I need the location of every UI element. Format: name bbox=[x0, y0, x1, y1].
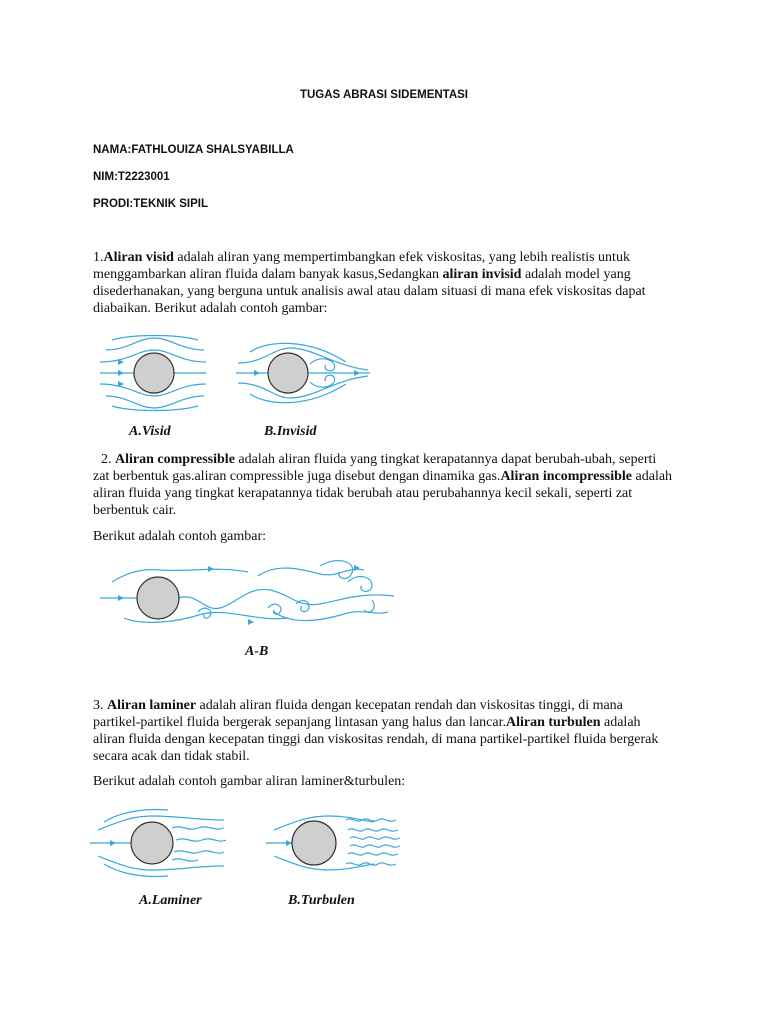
section-2-paragraph bbox=[93, 451, 673, 519]
section-1-text-1: adalah aliran yang mempertimbangkan efek viskositas, yang lebih realistis untuk menggambarkan aliran fluida dalam banyak kasus,Sedangkan bbox=[93, 250, 630, 282]
compressible-flow-figure bbox=[98, 556, 398, 630]
section-1-paragraph bbox=[93, 249, 673, 317]
turbulen-flow-figure bbox=[264, 810, 404, 876]
caption-laminer: A.Laminer bbox=[139, 893, 202, 908]
caption-a-b: A-B bbox=[245, 644, 269, 659]
term-aliran-invisid: aliran invisid bbox=[442, 267, 522, 282]
section-2-text-2: adalah aliran fluida yang tingkat kerapatannya tidak berubah atau perubahannya kecil sekali, seperti zat berbentuk cair. bbox=[93, 469, 673, 518]
section-3-example-intro: Berikut adalah contoh gambar aliran laminer&turbulen: bbox=[93, 774, 406, 789]
section-1-text-2: adalah model yang disederhanakan, yang berguna untuk analisis awal atau dalam situasi di mana efek viskositas dapat diabaikan. Berikut adalah contoh gambar: bbox=[93, 267, 646, 316]
student-nim: NIM:T2223001 bbox=[93, 171, 170, 183]
term-aliran-incompressible: Aliran incompressible bbox=[500, 469, 633, 484]
term-aliran-visid: Aliran visid bbox=[103, 250, 174, 265]
section-3-text-1: adalah aliran fluida dengan kecepatan rendah dan viskositas tinggi, di mana partikel-partikel fluida bergerak sepanjang lintasan yang halus dan lancar. bbox=[93, 698, 623, 730]
section-1-number: 1. bbox=[93, 250, 104, 265]
section-3-paragraph bbox=[93, 697, 673, 765]
document-title: TUGAS ABRASI SIDEMENTASI bbox=[299, 89, 469, 101]
section-2-text-1: adalah aliran fluida yang tingkat kerapatannya dapat berubah-ubah, seperti zat berbentuk gas.aliran compressible juga disebut dengan dinamika gas. bbox=[93, 452, 657, 484]
student-prodi: PRODI:TEKNIK SIPIL bbox=[93, 198, 209, 210]
student-name: NAMA:FATHLOUIZA SHALSYABILLA bbox=[93, 144, 294, 156]
caption-invisid: B.Invisid bbox=[264, 424, 317, 439]
section-3-text-2: adalah aliran fluida dengan kecepatan tinggi dan viskositas rendah, di mana partikel-partikel fluida bergerak secara acak dan tidak stabil. bbox=[93, 715, 659, 764]
section-2-example-intro: Berikut adalah contoh gambar: bbox=[93, 529, 266, 544]
section-2-number: 2. bbox=[101, 452, 115, 467]
term-aliran-laminer: Aliran laminer bbox=[107, 698, 197, 713]
section-3-number: 3. bbox=[93, 698, 107, 713]
visid-flow-figure bbox=[98, 332, 213, 420]
caption-visid: A.Visid bbox=[129, 424, 171, 439]
invisid-flow-figure bbox=[234, 336, 374, 410]
laminer-flow-figure bbox=[88, 810, 228, 876]
term-aliran-turbulen: Aliran turbulen bbox=[505, 715, 601, 730]
caption-turbulen: B.Turbulen bbox=[288, 893, 355, 908]
term-aliran-compressible: Aliran compressible bbox=[115, 452, 235, 467]
